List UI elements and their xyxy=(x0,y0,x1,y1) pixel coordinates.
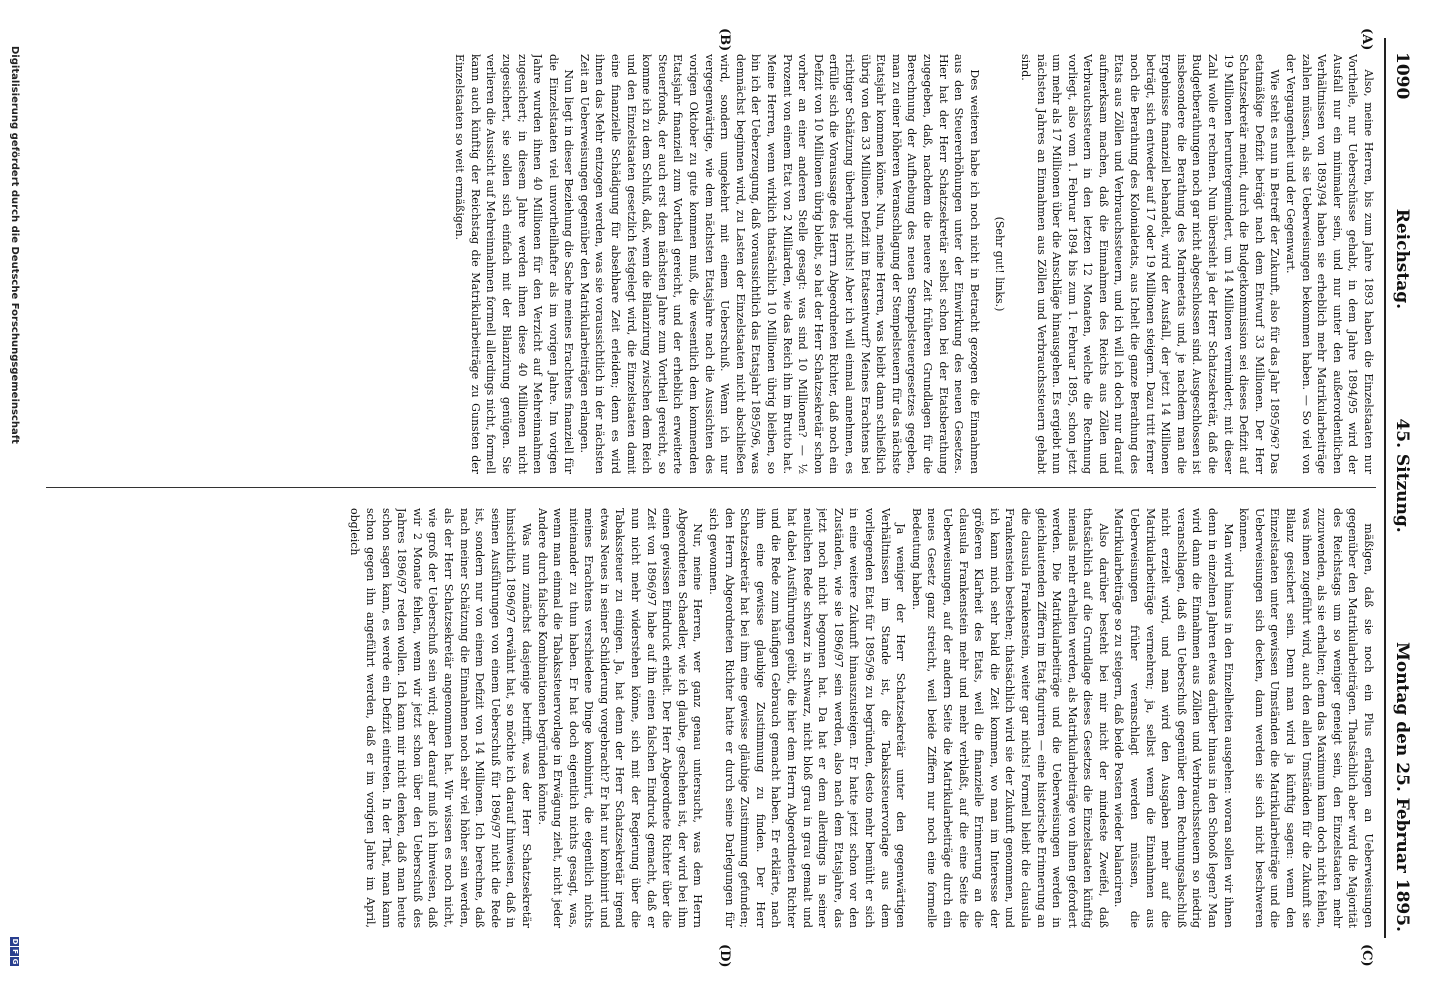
paragraph: Ja weniger der Herr Schatzsekretär unter den gegenwärtigen Verhältnissen im Stande ist, die Tabakssteuervorlage aus dem vorliegenden Etat für 1895/96 zu begründen, desto mehr bemüht er sich in eine weitere Zukunft hinauszusteigen. Er hatte jetzt schon vor den Zuständen, wie sie 1896/97 sein werden, also nach dem Etatsjahre, das jetzt noch nicht begonnen hat. Da hat er dem allerdings in seiner neulichen Rede schwarz in schwarz, nicht bloß grau in grau gemalt und hat dabei Ausführungen geübt, die hier dem Herrn Abgeordneten Richter und die Rede zum häufigen Gebrauch gemacht haben. Er erklärte, nach ihm eine gewisse glaubige Zustimmung zu finden. Der Herr Schatzsekretär hat bei ihm eine gewisse gläubige Zustimmung gefunden; den Herrn Abgeordneten Richter hatte er durch seine Darlegungen für sich gewonnen. xyxy=(707,508,908,928)
paragraph: Des weiteren habe ich noch nicht in Betracht gezogen die Einnahmen aus den Steuererhöhungen unter der Einwirkung des neuen Gesetzes. Hier hat der Herr Schatzsekretär selbst schon bei der Etatsberathung zugegeben, daß, nachdem die neuere Zeit früheren Grundlagen für die Berechnung der Aufhebung des neuen Stempelsteuergesetzes gegeben, man zu einer höheren Veranschlagung der Stempelsteuern für das nächste Etatsjahr kommen könne. Nun, meine Herren, was bleibt dann schließlich übrig von den 33 Millionen Defizit im Etatsentwurf? Meines Erachtens bei richtiger Schätzung überhaupt nichts! Aber ich will einmal annehmen, es erfülle sich die Voraussage des Herrn Abgeordneten Richter, daß noch ein Defizit von 10 Millionen übrig bleibt, so hat der Herr Schatzsekretär schon vorher an einer anderen Stelle gesagt: was sind 10 Millionen? — ½ Prozent von einem Etat von 2 Milliarden, wie das Reich ihn im Brutto hat. Meine Herren, wenn wirklich thatsächlich 10 Millionen übrig bleiben, so bin ich der Ueberzeugung, daß voraussichtlich das Etatsjahr 1895/96, was demnächst beginnen wird, zu Lasten der Einzelstaaten nicht abschließen wird, sondern umgekehrt mit einem Ueberschuß. Wenn ich nur vergegenwärtige, wie dem nächsten Etatsjahre nach die Aussichten des vorigen Oktober zu gute kommen muß, die wesentlich dem kommenden Etatsjahr finanziell zum Vortheil gereicht, und der erheblich erweiterte Steuerfonds, der auch erst dem nächsten Jahre zum Vortheil gereicht, so komme ich zu dem Schluß, daß, wenn die Bilanzirung zwischen dem Reich und den Einzelstaaten gesetzlich festgelegt wird, die Einzelstaaten damit eine finanzielle Schädigung für absehbare Zeit erleiden; denn es wird ihnen das Mehr entzogen werden, was sie voraussichtlich in der nächsten Zeit an Ueberweisungen gegenüber den Matrikularbeiträgen erlangen. xyxy=(577,54,981,474)
paragraph: Nun liegt in dieser Beziehung die Sache meines Erachtens finanziell für die Einzelstaaten viel unvortheilhafter als im vorigen Jahre. Im vorigen Jahre wurden ihnen 40 Millionen für den Verzicht auf Mehreinnahmen zugesichert; in diesem Jahre werden ihnen diese 40 Millionen nicht zugesichert, sie sollen sich einfach mit der Bilanzirung genügen. Sie verlieren die Aussicht auf Mehreinnahmen formell allerdings nicht, formell kann auch künftig der Reichstag die Matrikularbeiträge zu Gunsten der Einzelstaaten so weit ermäßigen. xyxy=(453,54,576,474)
left-text-column xyxy=(46,54,1376,474)
margin-marker-a: (A) xyxy=(1359,28,1374,51)
paragraph: Wie steht es nun in Betreff der Zukunft, also für das Jahr 1895/96? Das etatmäßige Defizit beträgt nach dem Entwurf 33 Millionen. Der Herr Schatzsekretär meint, durch die Budgetkommission sei dieses Defizit auf 19 Millionen heruntergemindert, um 14 Millionen vermindert; mit dieser Zahl wolle er rechnen. Nun übersieht ja der Herr Schatzsekretär, daß die Budgetberathungen noch gar nicht abgeschlossen sind. Ausgeschlossen ist insbesondere die Berathung des Marineetats und, je nachdem man die Ergebnisse finanziell behandelt, wird der Ausfall, der jetzt 14 Millionen beträgt, sich entweder auf 17 oder 19 Millionen steigern. Dazu tritt ferner noch die Berathung des Kolonialetats, aus Ichelt die ganze Berathung des Etats aus Zöllen und Verbrauchssteuern, und ich will ich doch nur darauf aufmerksam machen, daß die Einnahmen des Reichs aus Zöllen und Verbrauchssteuern in den letzten 12 Monaten, welche die Rechnung vorliegt, also vom 1. Februar 1894 bis zum 1. Februar 1895, schon jetzt um mehr als 17 Millionen über die Anschläge hinausgehen. Es ergiebt nun nächsten Jahres an Einnahmen aus Zöllen und Verbrauchssteuern gehabt sind. xyxy=(1018,54,1282,474)
paragraph: Was nun zunächst dasjenige betrifft, was der Herr Schatzsekretär hinsichtlich 1896/97 erwähnt hat, so möchte ich darauf hinweisen, daß in seinen Ausführungen von einem Ueberschuß für 1896/97 nicht die Rede ist, sondern nur von einem Defizit von 14 Millionen. Ich berechne, daß nach meiner Schätzung die Einnahmen noch sehr viel höher sein werden, als der Herr Schatzsekretär angenommen hat. Wir wissen es noch nicht, wie groß der Ueberschuß sein wird; aber darauf muß ich hinweisen, daß wir 2 Monate fehlen, wenn wir jetzt schon über den Ueberschuß des Jahres 1896/97 reden wollen. Ich kann mir nicht denken, daß man heute schon sagen kann, es werde ein Defizit eintreten. In der That, man kann schon gegen ihn angeführt werden, daß er im vorigen Jahre im April, obgleich xyxy=(348,508,533,928)
publication-title: Reichstag. xyxy=(1392,208,1412,310)
paragraph: mäßigen, daß sie noch ein Plus erlangen an Ueberweisungen gegenüber den Matrikularbeiträgen. Thatsächlich aber wird die Majorität des Reichstags um so weniger geneigt sein, den Einzelstaaten mehr zuzuwenden, als sie erhalten; denn das Maximum kann doch nicht fehlen, was ihnen zugeführt wird, auch den allen Umständen für die Zukunft sie Bilanz gesichert sein. Denn man wird ja künftig sagen: wenn den Einzelstaaten unter gewissen Umständen die Matrikularbeiträge und die Ueberweisungen sich decken, dann werden sie sich nicht beschweren können. xyxy=(1237,508,1375,928)
margin-marker-b: (B) xyxy=(717,28,732,52)
dfg-logo-icon xyxy=(11,937,20,966)
session-number: 45. Sitzung. xyxy=(1392,418,1412,533)
digitization-footer xyxy=(6,46,24,966)
page-number: 1090 xyxy=(1392,52,1412,100)
header-rule xyxy=(1384,38,1386,938)
dfg-logo-f: F xyxy=(11,947,20,956)
dfg-logo-d: D xyxy=(11,938,20,945)
margin-marker-d: (D) xyxy=(717,944,732,968)
digitization-credit: Digitalisierung gefördert durch die Deutsche Forschungsgemeinschaft xyxy=(9,46,21,444)
dfg-logo-g: G xyxy=(11,958,20,965)
paragraph: Nur, meine Herren, wer ganz genau untersucht, was dem Herrn Abgeordneten Schaedler, wie ich glaube, geschehen ist, der wird bei ihm einen gewissen Eindruck erhielt. Der Herr Abgeordnete Richter über die Zeit von 1896/97 habe auf ihn einen falschen Eindruck gemacht, daß er nun nicht mehr widerstehen könne, sich mit der Regierung über die Tabakssteuer zu einigen. Ja, hat denn der Herr Schatzsekretär irgend etwas Neues in seiner Schilderung vorgebracht? Er hat nur kombinirt und meines Erachtens verschiedene Dinge kombinirt, die eigentlich nichts miteinander zu thun haben. Er hat doch eigentlich nichts gesagt, was, wenn man einmal die Tabakssteuervorlage in Erwägung zieht, nicht jeder Andere durch falsche Kombinationen begründen könnte. xyxy=(535,508,705,928)
paragraph: Also, meine Herren, bis zum Jahre 1893 haben die Einzelstaaten nur Vortheile, nur Ueberschüsse gehabt, in dem Jahre 1894/95 wird der Ausfall nur ein minimaler sein, und nur unter den außerordentlichen Verhältnissen von 1893/94 haben sie erheblich mehr Matrikularbeiträge zahlen müssen, als sie Ueberweisungen bekommen haben. — So viel von der Vergangenheit und der Gegenwart. xyxy=(1284,54,1375,474)
paragraph: Also darüber besteht bei mir nicht der mindeste Zweifel, daß thatsächlich auf die Grundlage dieses Gesetzes die Einzelstaaten künftig niemals mehr erhalten werden, als Matrikularbeiträge von ihnen gefordert werden. Die Matrikularbeiträge und die Ueberweisungen werden in gleichlautenden Ziffern im Etat figuriren — eine historische Erinnerung an die clausula Frankenstein, weiter gar nichts! Formell bleibt die clausula Frankenstein bestehen; thatsächlich wird sie der Zukunft genommen, und ich kann mich sehr bald die Zeit kommen, wo man im Interesse der größeren Klarheit des Etats, weil die finanzielle Erinnerung an die clausula Frankenstein mehr und mehr verblaßt, auf die eine Seite die Ueberweisungen, auf der andern Seite die Matrikularbeiträge durch ein neues Gesetz ganz streicht, weil beide Ziffern nur noch eine formelle Bedeutung haben. xyxy=(909,508,1110,928)
margin-marker-c: (C) xyxy=(1359,944,1374,967)
paragraph: Man wird hinaus in den Einzelheiten ausgehen: woran sollen wir ihnen denn in einzelnen Jahren etwas darüber hinaus in den Schooß legen? Man wird dann die Einnahmen aus Zöllen und Verbrauchssteuern so niedrig veranschlagen, daß ein Ueberschuß gegenüber dem Rechnungsabschluß nicht erzielt wird, und man wird den Ausgaben mehr auf die Matrikularbeiträge vermehren; ja, selbst wenn die Einnahmen aus Ueberweisungen früher veranschlagt werden müssen, die Matrikularbeiträge so zu steigern, daß beide Posten wieder balanciren. xyxy=(1112,508,1235,928)
interjection: (Sehr gut! links.) xyxy=(993,216,1007,312)
session-date: Montag den 25. Februar 1895. xyxy=(1392,642,1412,932)
right-text-column xyxy=(46,508,1376,928)
column-divider xyxy=(46,487,1376,488)
